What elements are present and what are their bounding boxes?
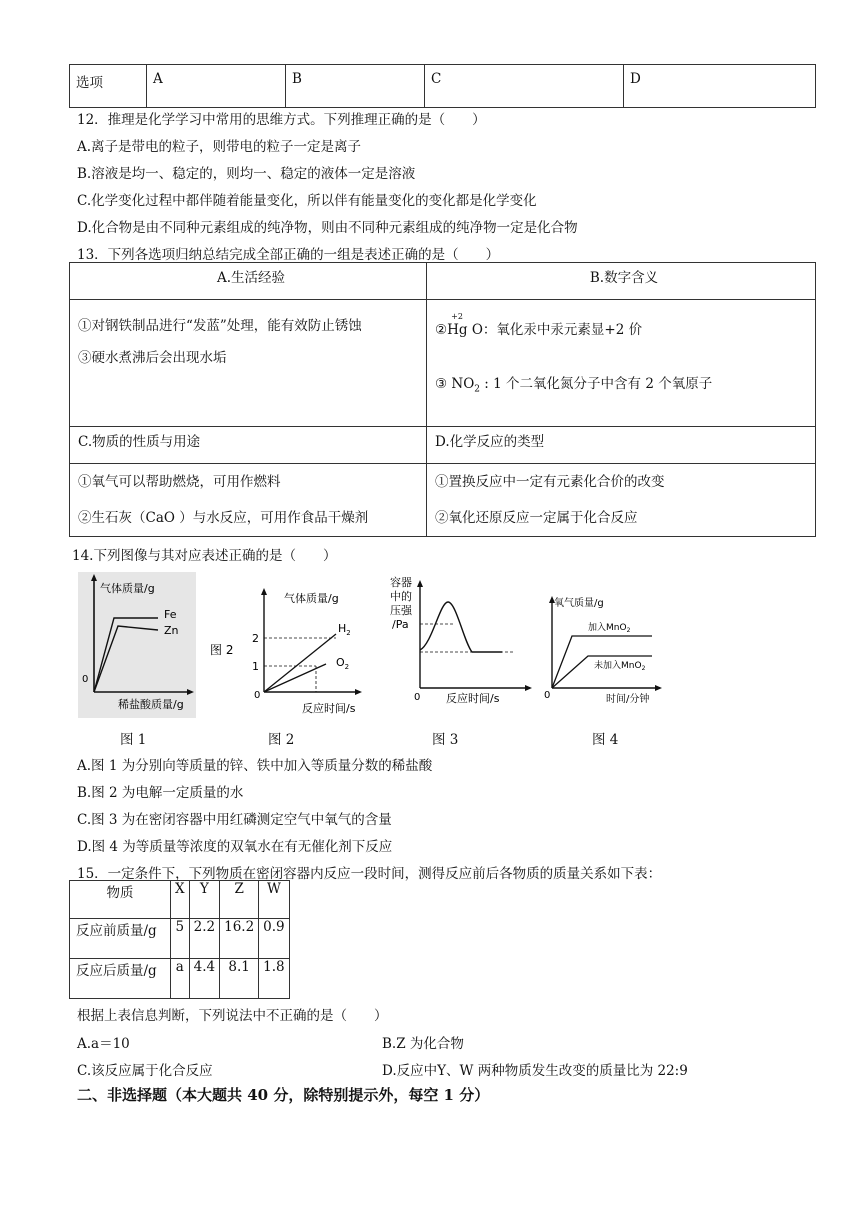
figure-3: [384, 572, 534, 718]
q15-stem: 15．一定条件下，下列物质在密闭容器内反应一段时间，测得反应前后各物质的质量关系如下表：: [77, 866, 662, 882]
q12-option-b: B.溶液是均一、稳定的，则均一、稳定的液体一定是溶液: [77, 166, 416, 182]
fig1-caption: 图 1: [120, 732, 147, 748]
q12-option-c: C.化学变化过程中都伴随着能量变化，所以伴有能量变化的变化都是化学变化: [77, 193, 537, 209]
fig1-ylabel: 气体质量/g: [100, 582, 155, 595]
fig3-ylabel-2: 中的: [390, 590, 412, 603]
options-table-a: A: [147, 65, 286, 108]
q13-a-item-1: ①对钢铁制品进行“发蓝”处理，能有效防止锈蚀: [78, 318, 362, 334]
q13-b-item-2: [435, 372, 712, 395]
q15-row-after-y: 4.4: [189, 959, 219, 999]
fig2-caption: 图 2: [268, 732, 295, 748]
q13-b-item-2-prefix: ③ NO: [435, 376, 475, 392]
q15-header-x: X: [171, 881, 190, 919]
q13-b-item-1-valence: +2: [451, 312, 463, 321]
svg-text:未加入MnO2: [594, 659, 646, 672]
q13-d-item-2: ②氧化还原反应一定属于化合反应: [435, 510, 638, 526]
fig4-line-1: 加入MnO: [588, 623, 627, 633]
q13-c-item-1: ①氧气可以帮助燃烧，可用作燃料: [78, 474, 281, 490]
fig2-tick-2: 2: [252, 632, 259, 645]
fig2-o2-sub: 2: [344, 663, 350, 671]
fig3-caption: 图 3: [432, 732, 459, 748]
figure-2: [206, 572, 366, 718]
figure-1: [78, 572, 196, 718]
q13-b-cell: [427, 300, 816, 427]
q14-option-b: B.图 2 为电解一定质量的水: [77, 785, 244, 801]
fig2-xlabel: 反应时间/s: [302, 702, 356, 715]
q15-option-b: B.Z 为化合物: [382, 1036, 464, 1052]
fig2-inner-label: 图 2: [210, 643, 234, 657]
q13-table: [69, 262, 816, 537]
q13-b-item-1: [435, 312, 643, 338]
svg-text:H2: [338, 622, 351, 637]
q13-b-item-1-text: ：氧化汞中汞元素显+2 价: [482, 322, 643, 338]
q15-header-w: W: [259, 881, 289, 919]
fig4-line-2: 未加入MnO: [594, 661, 642, 671]
q13-c-item-2: ②生石灰（CaO ）与水反应，可用作食品干燥剂: [78, 510, 369, 526]
options-table-label: 选项: [70, 65, 147, 108]
fig3-ylabel-1: 容器: [390, 576, 412, 589]
q15-row-after-label: 反应后质量/g: [70, 959, 171, 999]
fig4-caption: 图 4: [592, 732, 619, 748]
fig2-h2-sub: 2: [346, 629, 351, 637]
fig2-ylabel: 气体质量/g: [284, 592, 339, 605]
q13-b-item-2-text: : 1 个二氧化氮分子中含有 2 个氧原子: [480, 376, 713, 392]
fig4-origin: 0: [544, 690, 551, 701]
fig1-xlabel: 稀盐酸质量/g: [118, 698, 184, 711]
fig2-h2-label: H: [338, 622, 347, 635]
q13-d-item-1: ①置换反应中一定有元素化合价的改变: [435, 474, 665, 490]
q13-a-item-2: ③硬水煮沸后会出现水垢: [78, 350, 227, 366]
q15-option-a: A.a＝10: [77, 1036, 130, 1052]
q13-b-item-1-formula: Hg O: [447, 322, 483, 338]
q13-stem: 13．下列各选项归纳总结完成全部正确的一组是表述正确的是（ ）: [77, 247, 500, 263]
fig3-origin: 0: [414, 692, 421, 703]
q14-option-d: D.图 4 为等质量等浓度的双氧水在有无催化剂下反应: [77, 839, 393, 855]
q15-option-d: D.反应中Y、W 两种物质发生改变的质量比为 22:9: [382, 1063, 688, 1079]
q15-header-z: Z: [220, 881, 259, 919]
options-table-d: D: [624, 65, 816, 108]
q13-d-cell: [427, 464, 816, 537]
figure-4: [544, 572, 664, 718]
q13-b-item-2-sub: 2: [474, 384, 481, 395]
q15-row-before-x: 5: [171, 919, 190, 959]
q12-option-a: A.离子是带电的粒子，则带电的粒子一定是离子: [77, 139, 362, 155]
fig4-line-1-sub: 2: [626, 627, 631, 634]
svg-text:O2: [336, 656, 349, 671]
q15-row-before-label: 反应前质量/g: [70, 919, 171, 959]
q13-a-cell: [70, 300, 427, 427]
options-table: [69, 64, 816, 108]
q15-table: [69, 880, 290, 999]
section-2-heading: 二、非选择题（本大题共 40 分，除特别提示外，每空 1 分）: [77, 1086, 490, 1104]
q15-header-y: Y: [189, 881, 219, 919]
fig2-origin: 0: [254, 690, 261, 701]
q13-c-title: C.物质的性质与用途: [70, 427, 427, 464]
q13-b-item-1-prefix: ②: [435, 322, 448, 338]
fig1-origin: 0: [82, 674, 89, 685]
fig4-xlabel: 时间/分钟: [606, 694, 650, 705]
fig3-xlabel: 反应时间/s: [446, 692, 500, 705]
q14-option-c: C.图 3 为在密闭容器中用红磷测定空气中氧气的含量: [77, 812, 392, 828]
fig2-o2-label: O: [336, 656, 345, 669]
fig2-tick-1: 1: [252, 660, 259, 673]
options-table-b: B: [286, 65, 425, 108]
q13-c-cell: [70, 464, 427, 537]
q15-option-c: C.该反应属于化合反应: [77, 1063, 213, 1079]
fig4-line-2-sub: 2: [641, 665, 646, 672]
svg-text:加入MnO2: [588, 621, 631, 634]
fig3-ylabel-4: /Pa: [392, 618, 409, 631]
q15-row-before-z: 16.2: [220, 919, 259, 959]
q13-a-title: A.生活经验: [70, 263, 427, 300]
q15-row-before-w: 0.9: [259, 919, 289, 959]
q12-stem: 12．推理是化学学习中常用的思维方式。下列推理正确的是（ ）: [77, 112, 486, 128]
q15-row-before-y: 2.2: [189, 919, 219, 959]
q15-row-after-w: 1.8: [259, 959, 289, 999]
q14-option-a: A.图 1 为分别向等质量的锌、铁中加入等质量分数的稀盐酸: [77, 758, 433, 774]
fig4-ylabel: 氧气质量/g: [554, 598, 604, 609]
q12-option-d: D.化合物是由不同种元素组成的纯净物，则由不同种元素组成的纯净物一定是化合物: [77, 220, 578, 236]
q13-b-title: B.数字含义: [427, 263, 816, 300]
fig1-line-zn: Zn: [164, 624, 179, 637]
fig1-line-fe: Fe: [164, 608, 177, 621]
fig3-ylabel-3: 压强: [390, 604, 412, 617]
q15-row-after-x: a: [171, 959, 190, 999]
q15-row-after-z: 8.1: [220, 959, 259, 999]
options-table-c: C: [425, 65, 624, 108]
q13-d-title: D.化学反应的类型: [427, 427, 816, 464]
q15-prompt: 根据上表信息判断，下列说法中不正确的是（ ）: [77, 1008, 388, 1024]
q15-header-substance: 物质: [70, 881, 171, 919]
q14-stem: 14.下列图像与其对应表述正确的是（ ）: [72, 548, 337, 564]
